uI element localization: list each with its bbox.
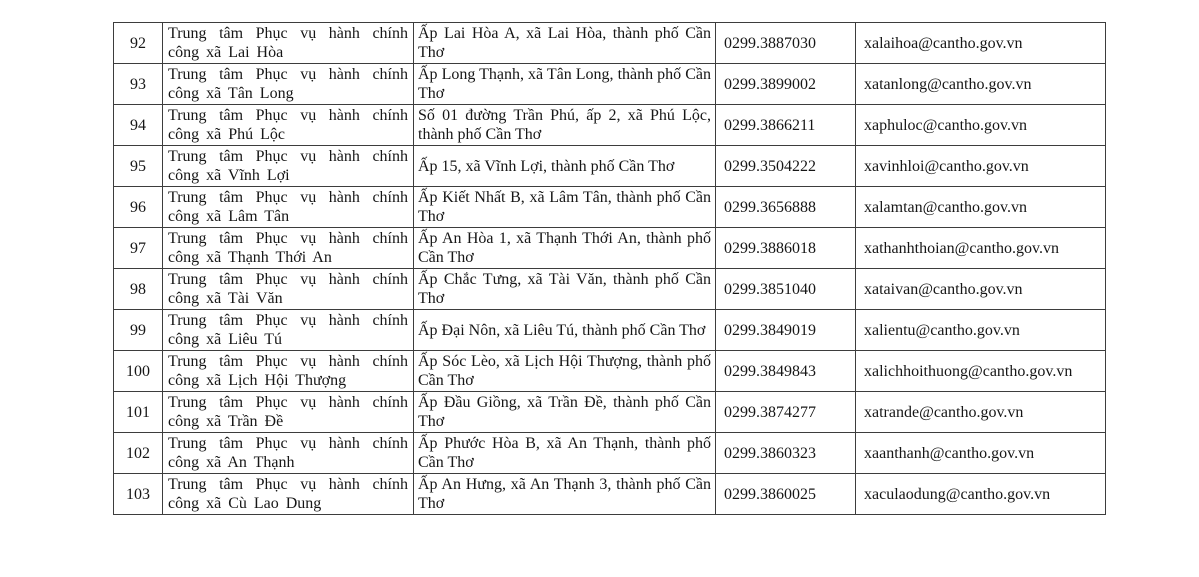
email-cell: xaanthanh@cantho.gov.vn (856, 433, 1106, 474)
center-name-cell: Trung tâm Phục vụ hành chính công xã Lịch Hội Thượng (163, 351, 414, 392)
email-cell: xalichhoithuong@cantho.gov.vn (856, 351, 1106, 392)
email-cell: xathanhthoian@cantho.gov.vn (856, 228, 1106, 269)
center-name-cell: Trung tâm Phục vụ hành chính công xã Trần Đề (163, 392, 414, 433)
center-name-cell: Trung tâm Phục vụ hành chính công xã Lâm Tân (163, 187, 414, 228)
center-name-cell: Trung tâm Phục vụ hành chính công xã Cù Lao Dung (163, 474, 414, 515)
table-row (114, 105, 1106, 146)
table-row (114, 269, 1106, 310)
table-row (114, 228, 1106, 269)
email-cell: xaphuloc@cantho.gov.vn (856, 105, 1106, 146)
service-centers-table (113, 22, 1106, 515)
phone-cell: 0299.3860025 (716, 474, 856, 515)
address-cell: Ấp Phước Hòa B, xã An Thạnh, thành phố Cần Thơ (414, 433, 716, 474)
row-number-cell: 92 (114, 23, 163, 64)
row-number-cell: 101 (114, 392, 163, 433)
center-name-cell: Trung tâm Phục vụ hành chính công xã Tài Văn (163, 269, 414, 310)
center-name-cell: Trung tâm Phục vụ hành chính công xã Thạnh Thới An (163, 228, 414, 269)
address-cell: Ấp Sóc Lèo, xã Lịch Hội Thượng, thành phố Cần Thơ (414, 351, 716, 392)
address-cell: Ấp 15, xã Vĩnh Lợi, thành phố Cần Thơ (414, 146, 716, 187)
row-number-cell: 95 (114, 146, 163, 187)
row-number-cell: 102 (114, 433, 163, 474)
row-number-cell: 103 (114, 474, 163, 515)
center-name-cell: Trung tâm Phục vụ hành chính công xã Lai Hòa (163, 23, 414, 64)
address-cell: Ấp Kiết Nhất B, xã Lâm Tân, thành phố Cần Thơ (414, 187, 716, 228)
table-row (114, 310, 1106, 351)
center-name-cell: Trung tâm Phục vụ hành chính công xã An Thạnh (163, 433, 414, 474)
table-row (114, 23, 1106, 64)
row-number-cell: 98 (114, 269, 163, 310)
phone-cell: 0299.3886018 (716, 228, 856, 269)
row-number-cell: 96 (114, 187, 163, 228)
address-cell: Ấp An Hưng, xã An Thạnh 3, thành phố Cần Thơ (414, 474, 716, 515)
address-cell: Ấp Chắc Tưng, xã Tài Văn, thành phố Cần Thơ (414, 269, 716, 310)
center-name-cell: Trung tâm Phục vụ hành chính công xã Liêu Tú (163, 310, 414, 351)
address-cell: Số 01 đường Trần Phú, ấp 2, xã Phú Lộc, thành phố Cần Thơ (414, 105, 716, 146)
email-cell: xatrande@cantho.gov.vn (856, 392, 1106, 433)
phone-cell: 0299.3887030 (716, 23, 856, 64)
phone-cell: 0299.3866211 (716, 105, 856, 146)
row-number-cell: 99 (114, 310, 163, 351)
phone-cell: 0299.3851040 (716, 269, 856, 310)
table-row (114, 146, 1106, 187)
email-cell: xaculaodung@cantho.gov.vn (856, 474, 1106, 515)
phone-cell: 0299.3849843 (716, 351, 856, 392)
phone-cell: 0299.3849019 (716, 310, 856, 351)
row-number-cell: 93 (114, 64, 163, 105)
center-name-cell: Trung tâm Phục vụ hành chính công xã Vĩnh Lợi (163, 146, 414, 187)
center-name-cell: Trung tâm Phục vụ hành chính công xã Tân Long (163, 64, 414, 105)
table-row (114, 433, 1106, 474)
address-cell: Ấp Lai Hòa A, xã Lai Hòa, thành phố Cần Thơ (414, 23, 716, 64)
center-name-cell: Trung tâm Phục vụ hành chính công xã Phú Lộc (163, 105, 414, 146)
table-row (114, 351, 1106, 392)
row-number-cell: 94 (114, 105, 163, 146)
phone-cell: 0299.3899002 (716, 64, 856, 105)
table-row (114, 64, 1106, 105)
phone-cell: 0299.3860323 (716, 433, 856, 474)
email-cell: xataivan@cantho.gov.vn (856, 269, 1106, 310)
table-row (114, 474, 1106, 515)
email-cell: xalientu@cantho.gov.vn (856, 310, 1106, 351)
row-number-cell: 97 (114, 228, 163, 269)
email-cell: xatanlong@cantho.gov.vn (856, 64, 1106, 105)
email-cell: xavinhloi@cantho.gov.vn (856, 146, 1106, 187)
email-cell: xalaihoa@cantho.gov.vn (856, 23, 1106, 64)
table-body (114, 23, 1106, 515)
email-cell: xalamtan@cantho.gov.vn (856, 187, 1106, 228)
address-cell: Ấp An Hòa 1, xã Thạnh Thới An, thành phố Cần Thơ (414, 228, 716, 269)
address-cell: Ấp Đầu Giồng, xã Trần Đề, thành phố Cần Thơ (414, 392, 716, 433)
table-row (114, 392, 1106, 433)
phone-cell: 0299.3874277 (716, 392, 856, 433)
address-cell: Ấp Long Thạnh, xã Tân Long, thành phố Cần Thơ (414, 64, 716, 105)
phone-cell: 0299.3656888 (716, 187, 856, 228)
table-row (114, 187, 1106, 228)
address-cell: Ấp Đại Nôn, xã Liêu Tú, thành phố Cần Thơ (414, 310, 716, 351)
phone-cell: 0299.3504222 (716, 146, 856, 187)
row-number-cell: 100 (114, 351, 163, 392)
